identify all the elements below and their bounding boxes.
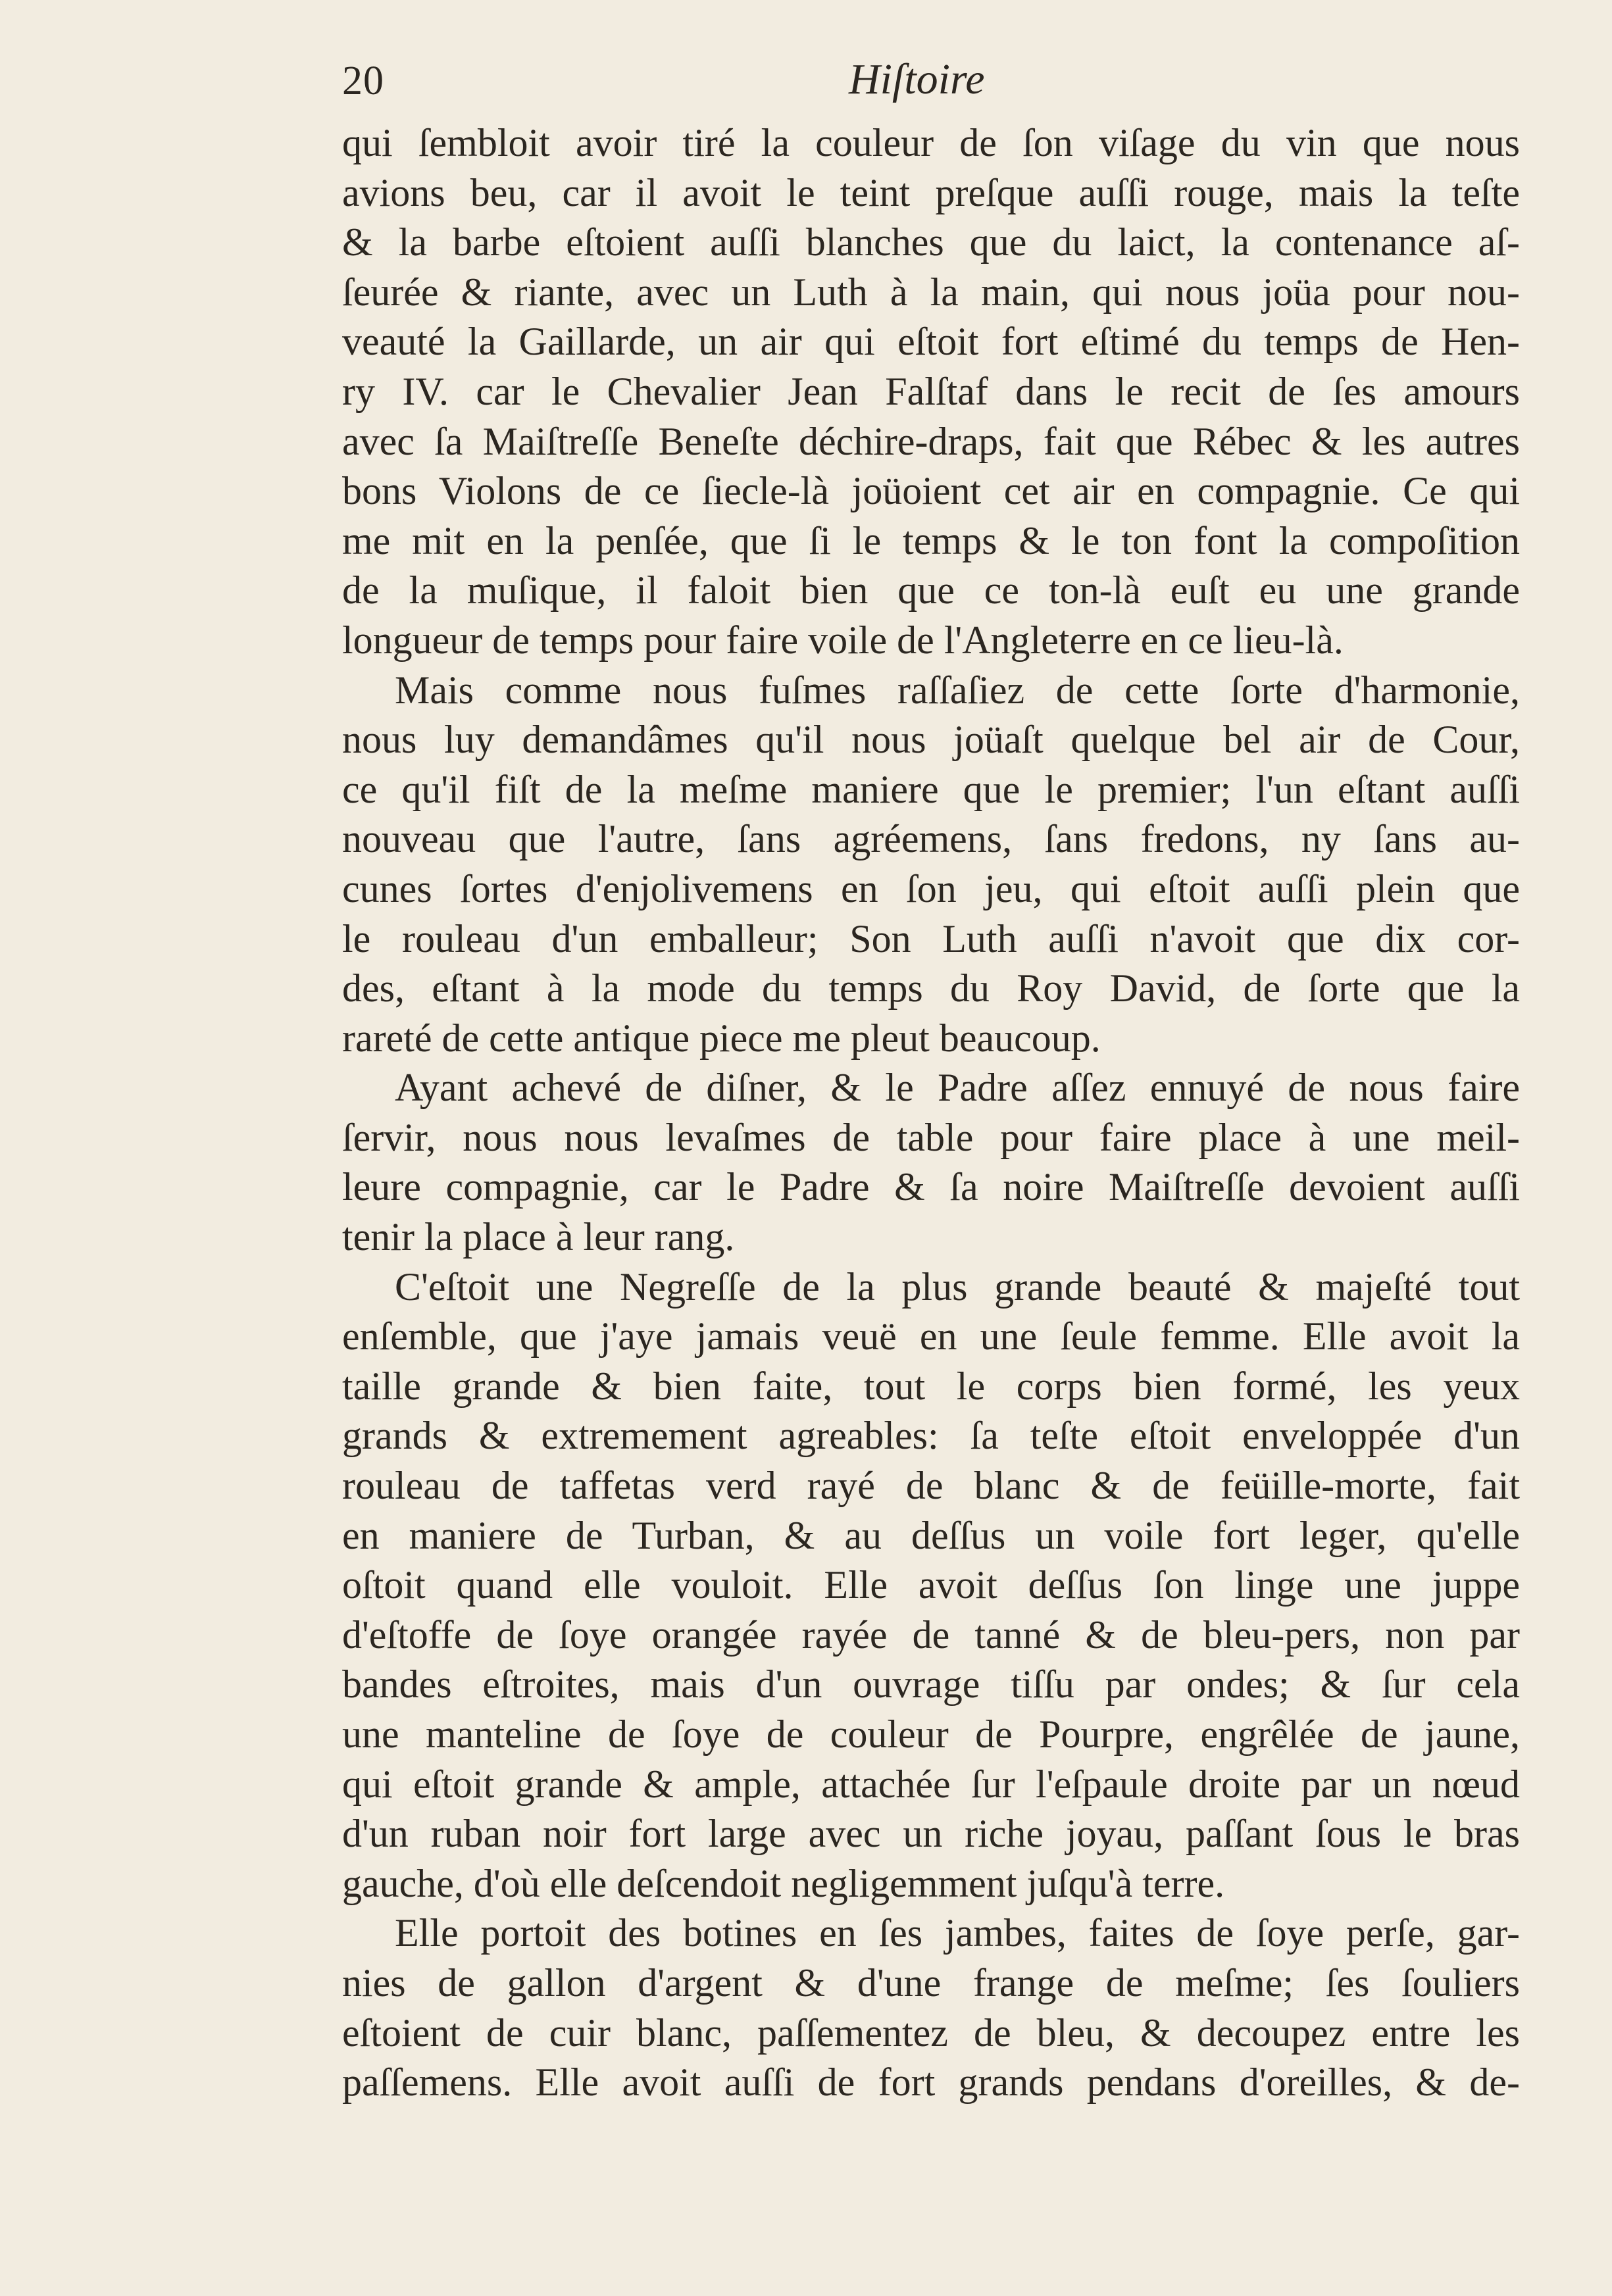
text-line: bons Violons de ce ſiecle-là joüoient cet air en compagnie. Ce qui (342, 469, 1520, 513)
paragraph-start-line: Mais comme nous fuſmes raſſaſiez de cette ſorte d'harmonie, (395, 668, 1520, 712)
text-line: enſemble, que j'aye jamais veuë en une ſeule femme. Elle avoit la (342, 1314, 1520, 1359)
text-line: nies de gallon d'argent & d'une frange de meſme; ſes ſouliers (342, 1960, 1520, 2005)
text-line: en maniere de Turban, & au deſſus un voile fort leger, qu'elle (342, 1513, 1520, 1557)
text-line: une manteline de ſoye de couleur de Pourpre, engrêlée de jaune, (342, 1712, 1520, 1756)
text-line: grands & extremement agreables: ſa teſte eſtoit enveloppée d'un (342, 1414, 1520, 1458)
paragraph-start-line: C'eſtoit une Negreſſe de la plus grande beauté & majeſté tout (395, 1264, 1520, 1309)
text-line: avec ſa Maiſtreſſe Beneſte déchire-draps, fait que Rébec & les autres (342, 419, 1520, 463)
text-line: cunes ſortes d'enjolivemens en ſon jeu, qui eſtoit auſſi plein que (342, 866, 1520, 911)
page-header (342, 55, 1520, 117)
text-line: me mit en la penſée, que ſi le temps & le ton font la compoſition (342, 518, 1520, 562)
text-line: paſſemens. Elle avoit auſſi de fort grands pendans d'oreilles, & de- (342, 2060, 1520, 2105)
text-line: & la barbe eſtoient auſſi blanches que du laict, la contenance aſ- (342, 220, 1520, 264)
text-line: rouleau de taffetas verd rayé de blanc & de feüille-morte, fait (342, 1464, 1520, 1508)
paragraph-start-line: Elle portoit des botines en ſes jambes, faites de ſoye perſe, gar- (395, 1911, 1520, 1955)
text-line: qui ſembloit avoir tiré la couleur de ſon viſage du vin que nous (342, 121, 1520, 164)
text-line: ſervir, nous nous levaſmes de table pour faire place à une meil- (342, 1115, 1520, 1159)
text-line: de la muſique, il faloit bien que ce ton-là euſt eu une grande (342, 568, 1520, 612)
text-line: bandes eſtroites, mais d'un ouvrage tiſſu par ondes; & ſur cela (342, 1662, 1520, 1707)
body-text (342, 118, 1520, 2108)
text-line: d'un ruban noir fort large avec un riche joyau, paſſant ſous le bras (342, 1812, 1520, 1856)
text-line: oſtoit quand elle vouloit. Elle avoit deſſus ſon linge une juppe (342, 1563, 1520, 1607)
text-line: gauche, d'où elle deſcendoit negligemment juſqu'à terre. (342, 1861, 1225, 1905)
text-line: ry IV. car le Chevalier Jean Falſtaf dans le recit de ſes amours (342, 369, 1520, 413)
text-line: taille grande & bien faite, tout le corps bien formé, les yeux (342, 1364, 1520, 1408)
text-line: tenir la place à leur rang. (342, 1215, 735, 1259)
text-line: des, eſtant à la mode du temps du Roy David, de ſorte que la (342, 966, 1520, 1011)
text-line: veauté la Gaillarde, un air qui eſtoit fort eſtimé du temps de Hen- (342, 320, 1520, 364)
text-line: avions beu, car il avoit le teint preſque auſſi rouge, mais la teſte (342, 170, 1520, 214)
text-line: longueur de temps pour faire voile de l'Angleterre en ce lieu-là. (342, 618, 1344, 662)
text-line: nous luy demandâmes qu'il nous joüaſt quelque bel air de Cour, (342, 718, 1520, 762)
text-line: leure compagnie, car le Padre & ſa noire Maiſtreſſe devoient auſſi (342, 1165, 1520, 1209)
text-line: eſtoient de cuir blanc, paſſementez de bleu, & decoupez entre les (342, 2010, 1520, 2055)
text-line: qui eſtoit grande & ample, attachée ſur l'eſpaule droite par un nœud (342, 1762, 1520, 1806)
paragraph-start-line: Ayant achevé de diſner, & le Padre aſſez ennuyé de nous faire (395, 1066, 1520, 1110)
text-line: ſeurée & riante, avec un Luth à la main, qui nous joüa pour nou- (342, 270, 1520, 314)
page-number: 20 (342, 59, 384, 103)
running-title: Hiſtoire (849, 55, 985, 103)
text-line: nouveau que l'autre, ſans agréemens, ſans fredons, ny ſans au- (342, 817, 1520, 861)
text-line: d'eſtoffe de ſoye orangée rayée de tanné & de bleu-pers, non par (342, 1612, 1520, 1657)
text-line: le rouleau d'un emballeur; Son Luth auſſi n'avoit que dix cor- (342, 916, 1520, 961)
text-line: rareté de cette antique piece me pleut beaucoup. (342, 1016, 1101, 1060)
text-line: ce qu'il fiſt de la meſme maniere que le premier; l'un eſtant auſſi (342, 767, 1520, 811)
